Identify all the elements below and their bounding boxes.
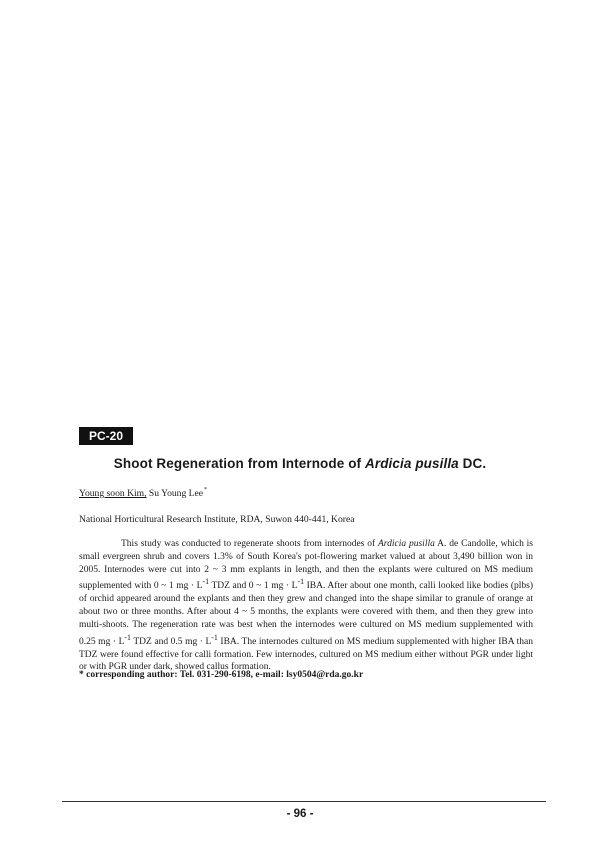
author-list (79, 487, 207, 499)
title-text-end: DC. (458, 456, 487, 471)
page-number: - 96 - (286, 808, 314, 820)
superscript: -1 (211, 632, 218, 642)
session-code-badge: PC-20 (79, 427, 133, 445)
first-author: Young soon Kim, (79, 488, 147, 499)
corresponding-author-note: * corresponding author: Tel. 031-290-6198, e-mail: lsy0504@rda.go.kr (79, 670, 364, 680)
superscript: -1 (297, 577, 305, 587)
abstract-text: IBA. After about one month, calli looked like bodies (plbs) of orchid appeared around the explants and then they grew and changed into the shape similar to granule of orange at about two or three months. After about 4 ~ 5 months, the explants were covered with them, and then they grew into multi-shoots. The regeneration rate was best when the internodes were cultured on MS medium supplemented with 0.25 mg · L (79, 581, 534, 647)
footer-divider (62, 801, 546, 802)
abstract-text: A. de Candolle, which is small evergreen shrub and covers 1.3% of South Korea's pot-flowering market valued at about 3,490 billion won in 2005. Internodes were cut into 2 ~ 3 mm explants in length, and then the explants were cultured on MS medium supplemented with 0 ~ 1 mg · L (79, 539, 534, 592)
corresponding-mark: * (204, 487, 208, 493)
superscript: -1 (124, 632, 131, 642)
affiliation: National Horticultural Research Institute, RDA, Suwon 440-441, Korea (79, 514, 355, 525)
abstract-text: This study was conducted to regenerate shoots from internodes of (121, 539, 378, 549)
abstract (79, 538, 533, 674)
paper-title (0, 456, 600, 471)
abstract-species-name: Ardicia pusilla (377, 539, 435, 549)
abstract-text: TDZ and 0 ~ 1 mg · L (209, 581, 298, 592)
abstract-paragraph (79, 538, 533, 674)
superscript: -1 (202, 577, 210, 587)
abstract-text: TDZ and 0.5 mg · L (130, 636, 212, 647)
abstract-text: IBA. The internodes cultured on MS medium supplemented with higher IBA than TDZ were found effective for calli formation. Few internodes, cultured on MS medium either without PGR under light or with PGR under dark, showed callus formation. (79, 636, 533, 673)
title-species-name: Ardicia pusilla (365, 456, 459, 471)
second-author: Su Young Lee (146, 488, 204, 499)
title-text-start: Shoot Regeneration from Internode of (113, 456, 365, 471)
